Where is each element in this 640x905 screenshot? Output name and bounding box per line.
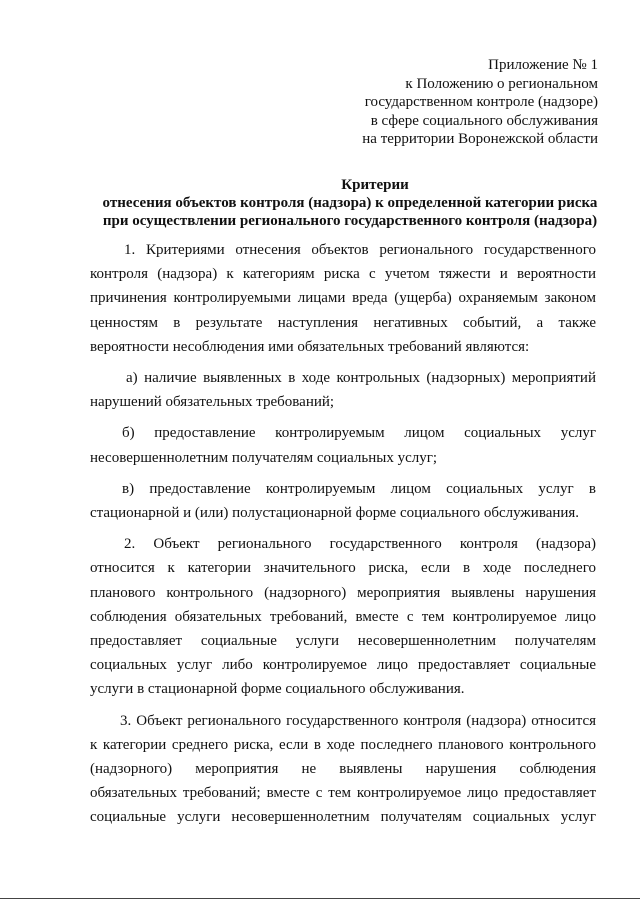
text-line: предоставляет социальные услуги несовершеннолетним получателям [90,633,596,650]
paragraph-1 [90,238,596,359]
paragraph-2 [90,532,596,701]
appendix-line: в сфере социального обслуживания [370,112,598,129]
text-line: стационарной и (или) полустационарной форме социального обслуживания. [90,505,580,522]
appendix-line: на территории Воронежской области [362,131,598,147]
paragraph-1v [90,477,596,525]
text-line: контроля (надзора) к категориям риска с учетом тяжести и вероятности [90,266,596,283]
text-line: (надзорного) мероприятия не выявлены нарушения соблюдения [90,761,596,778]
text-line: относится к категории значительного риска, если в ходе последнего [90,560,596,577]
text-line: соблюдения обязательных требований, вместе с тем контролируемое лицо [90,608,596,625]
text-line: причинения контролируемыми лицами вреда (ущерба) охраняемым законом [90,290,596,307]
text-line: в) предоставление контролируемым лицом социальных услуг в [122,480,596,497]
text-line: 1. Критериями отнесения объектов регионального государственного [124,242,596,258]
text-line: а) наличие выявленных в ходе контрольных (надзорных) мероприятий [126,370,596,387]
paragraph-1a [90,366,596,414]
title-line: отнесения объектов контроля (надзора) к определенной категории риска [102,195,598,211]
paragraph-1b [90,421,596,469]
text-line: несовершеннолетним получателям социальных услуг; [90,449,438,466]
text-line: к категории среднего риска, если в ходе последнего планового контрольного [90,736,596,753]
appendix-line: к Положению о региональном [405,75,598,92]
text-line: б) предоставление контролируемым лицом социальных услуг [122,425,596,442]
text-line: социальные услуги несовершеннолетним получателям социальных услуг [90,809,596,826]
appendix-line: Приложение № 1 [488,57,598,73]
text-line: социальных услуг либо контролируемое лицо предоставляет социальные [90,657,596,674]
text-line: нарушений обязательных требований; [90,394,335,411]
text-line: услуги в стационарной форме социального обслуживания. [90,681,465,698]
paragraph-3 [90,709,596,830]
text-line: вероятности несоблюдения ими обязательных требований являются: [90,338,530,355]
text-line: обязательных требований; вместе с тем контролируемое лицо предоставляет [90,785,596,802]
title-heading: Критерии [341,177,409,193]
appendix-reference [362,56,598,149]
document-body [90,238,596,830]
document-title [60,176,640,230]
scan-edge-line [0,898,640,899]
title-line: при осуществлении регионального государственного контроля (надзора) [102,213,598,229]
text-line: 2. Объект регионального государственного контроля (надзора) [124,536,596,553]
appendix-line: государственном контроле (надзоре) [364,94,598,110]
text-line: ценностям в результате наступления негативных событий, а также [90,314,596,331]
text-line: 3. Объект регионального государственного контроля (надзора) относится [120,712,596,729]
text-line: планового контрольного (надзорного) мероприятия выявлены нарушения [90,584,596,601]
